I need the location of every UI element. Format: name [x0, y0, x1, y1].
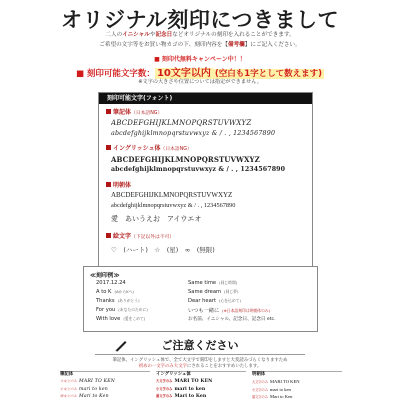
fonts-panel-header: 刻印可能文字(フォント)	[99, 93, 312, 104]
comparison-cell: 頭文字のみ Mari to Ken	[60, 394, 109, 399]
script-sample-lower: abcdefghijklmnopqrstuvwxyz & / . , 1234567890	[111, 130, 276, 137]
caution-divider	[95, 354, 305, 355]
comparison-cell: 大文字のみ MARI TO KEN	[60, 379, 115, 384]
comparison-column-script	[60, 371, 150, 400]
example-item: Thanks (ありがとう)	[96, 298, 140, 304]
square-bullet-icon	[106, 145, 111, 150]
square-bullet-icon	[106, 109, 111, 114]
example-item: A to K (AからKへ)	[96, 289, 134, 295]
comparison-cell: 大文字のみ MARI TO KEN	[252, 379, 300, 384]
intro-text	[60, 30, 340, 50]
comparison-column-header: 明朝体	[252, 372, 266, 377]
char-limit-notice: ■ 刻印可能文字数： 10文字以内 (空白も1字として数えます)	[75, 68, 323, 79]
intro-line-1: 二人のイニシャルや記念日などオリジナルの刻印を入れることができます。	[105, 32, 295, 38]
comparison-cell: 小文字のみ mari to ken	[252, 386, 291, 392]
comparison-column-header: イングリッシュ体	[156, 372, 191, 377]
caution-text: 筆記体、イングリッシュ体で、全て大文字で刻印をしますと大変読みづらくなりますため 初めの一文字のみ大文字にされることをおすすめいたします。	[112, 358, 288, 369]
mincho-sample-lower: abcdefghijklmnopqrstuvwxyz & / . , 1234567890	[111, 202, 236, 209]
mincho-sample-upper: ABCDEFGHIJKLMNOPQRSTUVWXYZ	[111, 191, 233, 199]
comparison-column-mincho	[252, 371, 342, 400]
comparison-column-gothic	[156, 371, 246, 400]
mincho-font-title: 明朝体	[106, 180, 131, 189]
page-title: オリジナル刻印につきまして	[60, 7, 340, 32]
comparison-cell: 小文字のみ mari to ken	[156, 386, 206, 392]
example-item: 2017.12.24	[96, 280, 126, 286]
emoji-font-title: 絵文字（下記以外は不可）	[106, 231, 174, 240]
script-sample-upper: ABCDEFGHIJKLMNOPQRSTUVWXYZ	[111, 119, 252, 127]
example-item: For you (あなたのために)	[96, 307, 148, 313]
script-font-title: 筆記体（日本語NG）	[106, 107, 162, 116]
comparison-cell: 小文字のみ mari to ken	[60, 386, 108, 392]
fonts-panel	[98, 92, 313, 268]
gothic-sample-lower: abcdefghijklmnopqrstuvwxyz & / . , 1234567890	[111, 166, 286, 173]
engraving-examples	[83, 266, 318, 332]
example-item: Same dream (同じ夢)	[188, 289, 239, 295]
example-item: Same time (同じ時間)	[188, 280, 238, 286]
size-position-note: ※文字の大きさや位置については指定ができません。	[138, 79, 262, 85]
case-comparison-table	[60, 371, 345, 400]
examples-title: ≪刻印例≫	[90, 273, 120, 279]
comparison-cell: 大文字のみ MARI TO KEN	[156, 379, 213, 384]
comparison-cell: 頭文字のみ Mari to Ken	[252, 394, 293, 399]
gothic-font-title: イングリッシュ体（日本語NG）	[106, 143, 192, 152]
example-item: お名前、イニシャル、記念日、記念日 etc.	[188, 317, 276, 322]
gothic-sample-upper: ABCDEFGHIJKLMNOPQRSTUVWXYZ	[111, 155, 260, 164]
emoji-sample: ♡ (ハート) ☆ (星) ∞ (無限)	[111, 246, 215, 254]
caution-heading: ご注意ください	[161, 339, 239, 352]
example-item: いつも一緒に (※日本語刻印は明朝体のみ)	[188, 308, 271, 314]
square-bullet-icon	[106, 182, 111, 187]
comparison-cell: 頭文字のみ Mari to Ken	[156, 394, 207, 399]
comparison-column-header: 筆記体	[60, 372, 74, 377]
example-item: Dear heart (心を込めて)	[188, 298, 241, 304]
free-campaign-notice: ■ 刻印代無料キャンペーン中！！	[154, 56, 246, 63]
square-bullet-icon	[106, 233, 111, 238]
intro-line-2: ご希望の文字等をお買い物カゴの下、刻印内容を【備考欄】にご記入ください。	[99, 42, 301, 48]
example-item: With love (愛をこめて)	[96, 316, 146, 322]
mincho-sample-japanese: 愛 あいうえお アイウエオ	[111, 215, 202, 223]
